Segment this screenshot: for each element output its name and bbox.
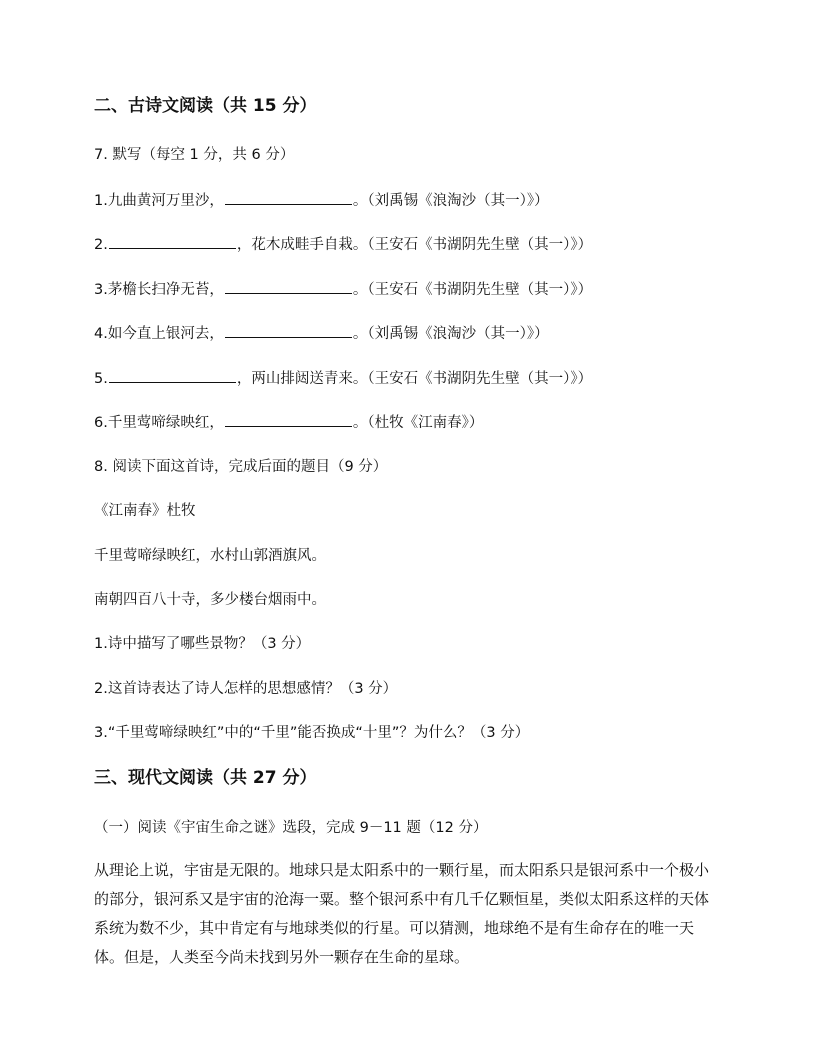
dictation-item-6: [94, 412, 483, 433]
answer-blank[interactable]: [225, 190, 352, 205]
answer-blank[interactable]: [225, 279, 352, 294]
poem-line-2: 南朝四百八十寺，多少楼台烟雨中。: [94, 592, 326, 608]
dictation-text-after: ，花木成畦手自栽。（王安石《书湖阴先生壁（其一）》）: [236, 237, 593, 253]
reading-passage: 从理论上说，宇宙是无限的。地球只是太阳系中的一颗行星，而太阳系只是银河系中一个极小的部分，银河系又是宇宙的沧海一粟。整个银河系中有几千亿颗恒星，类似太阳系这样的天体系统为数不少，其中肯定有与地球类似的行星。可以猜测，地球绝不是有生命存在的唯一天体。但是，人类至今尚未找到另外一颗存在生命的星球。: [94, 861, 710, 966]
section2-heading: 二、古诗文阅读（共 15 分）: [94, 96, 317, 116]
sub-question-3: 3.“千里莺啼绿映红”中的“千里”能否换成“十里”？为什么？（3 分）: [94, 725, 530, 741]
answer-blank[interactable]: [109, 234, 236, 249]
dictation-text-before: 4.如今直上银河去，: [94, 326, 224, 342]
dictation-text-before: 3.茅檐长扫净无苔，: [94, 282, 224, 298]
question-7: 7. 默写（每空 1 分，共 6 分）: [94, 147, 295, 163]
dictation-text-before: 1.九曲黄河万里沙，: [94, 193, 224, 209]
dictation-item-2: [94, 234, 592, 255]
sub-question-2: 2.这首诗表达了诗人怎样的思想感情？（3 分）: [94, 681, 398, 697]
dictation-text-before: 6.千里莺啼绿映红，: [94, 415, 224, 431]
answer-blank[interactable]: [225, 323, 352, 338]
dictation-text-after: 。（王安石《书湖阴先生壁（其一）》）: [352, 282, 593, 298]
dictation-text-after: 。（刘禹锡《浪淘沙（其一）》）: [352, 193, 549, 209]
question-8: 8. 阅读下面这首诗，完成后面的题目（9 分）: [94, 459, 388, 475]
sub-question-1: 1.诗中描写了哪些景物？（3 分）: [94, 636, 311, 652]
poem-line-1: 千里莺啼绿映红，水村山郭酒旗风。: [94, 548, 326, 564]
section3-heading: 三、现代文阅读（共 27 分）: [94, 768, 317, 788]
answer-blank[interactable]: [225, 412, 352, 427]
dictation-item-3: [94, 279, 592, 300]
dictation-item-4: [94, 323, 549, 344]
dictation-item-1: [94, 190, 549, 211]
poem-title: 《江南春》杜牧: [94, 503, 196, 519]
dictation-text-after: 。（刘禹锡《浪淘沙（其一）》）: [352, 326, 549, 342]
dictation-item-5: [94, 368, 592, 389]
answer-blank[interactable]: [109, 368, 236, 383]
dictation-text-after: ，两山排闼送青来。（王安石《书湖阴先生壁（其一）》）: [236, 371, 593, 387]
dictation-text-after: 。（杜牧《江南春》）: [352, 415, 484, 431]
dictation-text-before: 5.: [94, 371, 108, 387]
reading-part-1: （一）阅读《宇宙生命之谜》选段，完成 9－11 题（12 分）: [94, 820, 488, 836]
dictation-text-before: 2.: [94, 237, 108, 253]
